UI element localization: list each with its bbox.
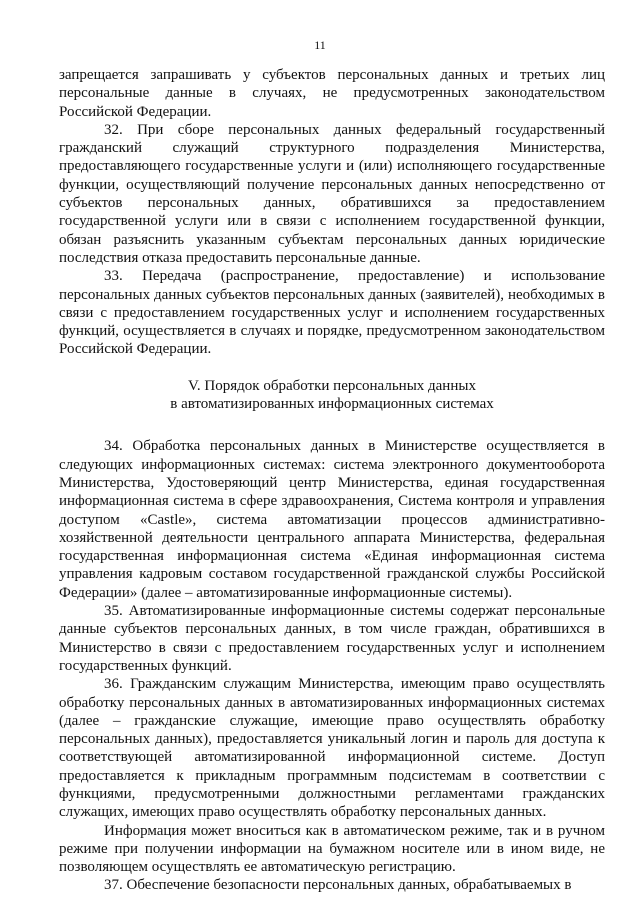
page-number: 11 (314, 38, 326, 52)
paragraph-37: 37. Обеспечение безопасности персональных данных, обрабатываемых в (104, 877, 572, 894)
paragraph-32: 32. При сборе персональных данных федеральный государственный гражданский служащий структурного подразделения Министерства, предоставляющего государственные услуги и (или) исполняющего государственные функции, осуществляющий получение персональных данных непосредственно от субъектов персональных данных, обратившихся за предоставлением государственной услуги или в связи с исполнением государственной функции, обязан разъяснить указанным субъектам персональных данных юридические последствия отказа предоставить персональные данные. (59, 121, 605, 266)
paragraph-33: 33. Передача (распространение, предоставление) и использование персональных данных субъектов персональных данных (заявителей), необходимых в связи с предоставлением государственных услуг и исполнением государственных функций, осуществляется в случаях и порядке, предусмотренном законодательством Российской Федерации. (59, 268, 605, 358)
section-heading-line-2: в автоматизированных информационных системах (170, 396, 494, 413)
section-heading (59, 377, 605, 414)
paragraph-34: 34. Обработка персональных данных в Министерстве осуществляется в следующих информационных системах: система электронного документооборота Министерства, Удостоверяющий центр Министерства, единая государственная информационная система в сфере здравоохранения, Система контроля и управления доступом «Castle», система автоматизации процессов административно-хозяйственной деятельности центрального аппарата Министерства, федеральная государственная информационная система «Единая информационная система управления кадровым составом государственной гражданской службы Российской Федерации» (далее – автоматизированные информационные системы). (59, 438, 605, 601)
paragraph-information: Информация может вноситься как в автоматическом режиме, так и в ручном режиме при получении информации на бумажном носителе или в ином виде, не позволяющем осуществлять ее автоматическую регистрацию. (59, 822, 605, 876)
document-body (59, 66, 605, 895)
paragraph-35: 35. Автоматизированные информационные системы содержат персональные данные субъектов персональных данных, в том числе граждан, обратившихся в Министерство в связи с предоставлением государственных услуг и исполнением государственных функций. (59, 603, 605, 674)
paragraph-continuation: запрещается запрашивать у субъектов персональных данных и третьих лиц персональные данные в случаях, не предусмотренных законодательством Российской Федерации. (59, 67, 605, 120)
paragraph-36: 36. Гражданским служащим Министерства, имеющим право осуществлять обработку персональных данных в автоматизированных информационных системах (далее – гражданские служащие, имеющие право осуществлять обработку персональных данных), предоставляется уникальный логин и пароль для доступа к соответствующей автоматизированной информационной системе. Доступ предоставляется к прикладным программным подсистемам в соответствии с функциями, предусмотренными должностными регламентами гражданских служащих, имеющих право осуществлять обработку персональных данных. (59, 676, 605, 821)
section-heading-line-1: V. Порядок обработки персональных данных (188, 377, 476, 394)
